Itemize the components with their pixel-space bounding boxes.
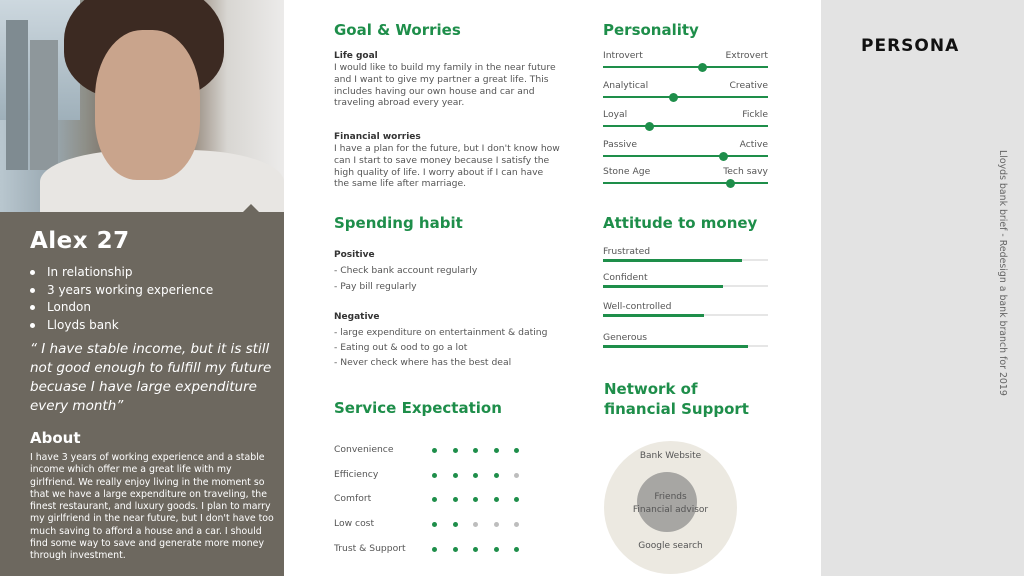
- attitude-label: Generous: [603, 332, 648, 343]
- slider-left-label: Loyal: [603, 109, 628, 120]
- negative-item: - large expenditure on entertainment & dating: [334, 327, 548, 338]
- attitude-heading: Attitude to money: [603, 214, 758, 232]
- slider-track: [603, 66, 768, 68]
- rating-dot-icon: [514, 473, 519, 478]
- rating-dot-icon: [494, 522, 499, 527]
- slider-knob: [719, 152, 728, 161]
- slider-knob: [669, 93, 678, 102]
- service-label: Efficiency: [334, 469, 379, 480]
- rating-dot-icon: [453, 522, 458, 527]
- rating-dot-icon: [453, 448, 458, 453]
- rating-dot-icon: [494, 448, 499, 453]
- fact-item: 3 years working experience: [30, 282, 213, 300]
- attitude-fill: [603, 285, 723, 288]
- service-row: [334, 493, 534, 507]
- personality-slider: [603, 80, 768, 104]
- slider-left-label: Stone Age: [603, 166, 651, 177]
- negative-label: Negative: [334, 312, 380, 322]
- network-heading-line2: financial Support: [604, 400, 749, 418]
- rating-dot-icon: [494, 497, 499, 502]
- attitude-fill: [603, 259, 742, 262]
- rating-dot-icon: [473, 448, 478, 453]
- slider-right-label: Creative: [729, 80, 768, 91]
- network-outer-bottom: Google search: [638, 541, 703, 551]
- service-label: Comfort: [334, 493, 372, 504]
- service-row: [334, 543, 534, 557]
- rating-dot-icon: [514, 522, 519, 527]
- slider-right-label: Active: [739, 139, 768, 150]
- service-row: [334, 444, 534, 458]
- financial-worries-text: I have a plan for the future, but I don't know how can I start to save money because I satisfy the high quality of life. I worry about if I can have the same life after marriage.: [334, 143, 560, 190]
- bullet-icon: [30, 288, 35, 293]
- rating-dot-icon: [514, 497, 519, 502]
- service-row: [334, 518, 534, 532]
- attitude-fill: [603, 345, 748, 348]
- network-inner-1: Friends: [654, 492, 687, 502]
- rating-dot-icon: [432, 547, 437, 552]
- persona-facts: [30, 264, 213, 334]
- network-inner-2: Financial advisor: [632, 505, 709, 515]
- personality-heading: Personality: [603, 21, 699, 39]
- persona-quote: “ I have stable income, but it is still not good enough to fulfill my future becuase I have large expenditure every month”: [30, 341, 272, 414]
- personality-slider: [603, 166, 768, 190]
- rating-dot-icon: [453, 497, 458, 502]
- about-heading: About: [30, 429, 81, 447]
- attitude-bar: [603, 332, 768, 350]
- attitude-label: Confident: [603, 272, 648, 283]
- rating-dots: [432, 473, 519, 478]
- service-row: [334, 469, 534, 483]
- rating-dots: [432, 448, 519, 453]
- service-heading: Service Expectation: [334, 399, 502, 417]
- bullet-icon: [30, 270, 35, 275]
- personality-slider: [603, 109, 768, 133]
- rating-dot-icon: [514, 448, 519, 453]
- network-inner-circle: [637, 472, 697, 532]
- page-title: PERSONA: [861, 36, 960, 56]
- slider-left-label: Analytical: [603, 80, 649, 91]
- bullet-icon: [30, 305, 35, 310]
- slider-right-label: Tech savy: [723, 166, 768, 177]
- attitude-bar: [603, 272, 768, 290]
- rating-dot-icon: [514, 547, 519, 552]
- rating-dots: [432, 497, 519, 502]
- rating-dots: [432, 522, 519, 527]
- slider-track: [603, 125, 768, 127]
- bullet-icon: [30, 323, 35, 328]
- personality-slider: [603, 50, 768, 74]
- life-goal-label: Life goal: [334, 51, 378, 61]
- personality-slider: [603, 139, 768, 163]
- negative-item: - Never check where has the best deal: [334, 357, 512, 368]
- goals-heading: Goal & Worries: [334, 21, 461, 39]
- service-label: Convenience: [334, 444, 394, 455]
- slider-right-label: Fickle: [742, 109, 768, 120]
- fact-item: London: [30, 299, 213, 317]
- rating-dot-icon: [432, 497, 437, 502]
- rating-dot-icon: [432, 522, 437, 527]
- rating-dot-icon: [453, 473, 458, 478]
- rating-dot-icon: [453, 547, 458, 552]
- attitude-bar: [603, 246, 768, 264]
- fact-item: In relationship: [30, 264, 213, 282]
- side-note: Lloyds bank brief - Redesign a bank branch for 2019: [997, 150, 1008, 396]
- slider-track: [603, 155, 768, 157]
- rating-dot-icon: [494, 547, 499, 552]
- rating-dot-icon: [473, 473, 478, 478]
- negative-item: - Eating out & ood to go a lot: [334, 342, 468, 353]
- attitude-bar: [603, 301, 768, 319]
- about-text: I have 3 years of working experience and a stable income which offer me a great life with my girlfriend. We really enjoy living in the moment so that we have a large expenditure on traveling, the finest restaurant, and luxury goods. I plan to marry my girlfriend in the near future, but I don't have too much saving to afford a house and a car. I should find some way to save and generate more money through investment.: [30, 452, 274, 562]
- rating-dots: [432, 547, 519, 552]
- service-label: Trust & Support: [334, 543, 406, 554]
- network-heading-line1: Network of: [604, 380, 698, 398]
- network-outer-top: Bank Website: [639, 451, 702, 461]
- slider-left-label: Introvert: [603, 50, 643, 61]
- slider-right-label: Extrovert: [725, 50, 768, 61]
- rating-dot-icon: [432, 473, 437, 478]
- spending-heading: Spending habit: [334, 214, 463, 232]
- positive-label: Positive: [334, 250, 375, 260]
- slider-knob: [645, 122, 654, 131]
- positive-item: - Check bank account regularly: [334, 265, 478, 276]
- profile-photo: [0, 0, 284, 212]
- service-label: Low cost: [334, 518, 375, 529]
- slider-track: [603, 182, 768, 184]
- rating-dot-icon: [473, 522, 478, 527]
- rating-dot-icon: [473, 497, 478, 502]
- slider-track: [603, 96, 768, 98]
- attitude-label: Frustrated: [603, 246, 651, 257]
- slider-left-label: Passive: [603, 139, 637, 150]
- positive-item: - Pay bill regularly: [334, 281, 417, 292]
- slider-knob: [726, 179, 735, 188]
- rating-dot-icon: [432, 448, 437, 453]
- network-heading: [604, 379, 749, 419]
- financial-worries-label: Financial worries: [334, 132, 421, 142]
- life-goal-text: I would like to build my family in the near future and I want to give my partner a great life. This includes having our own house and car and traveling abroad every year.: [334, 62, 556, 109]
- fact-item: Lloyds bank: [30, 317, 213, 335]
- persona-name: Alex 27: [30, 228, 130, 254]
- rating-dot-icon: [473, 547, 478, 552]
- attitude-label: Well-controlled: [603, 301, 672, 312]
- slider-knob: [698, 63, 707, 72]
- rating-dot-icon: [494, 473, 499, 478]
- profile-panel: [0, 0, 284, 576]
- attitude-fill: [603, 314, 704, 317]
